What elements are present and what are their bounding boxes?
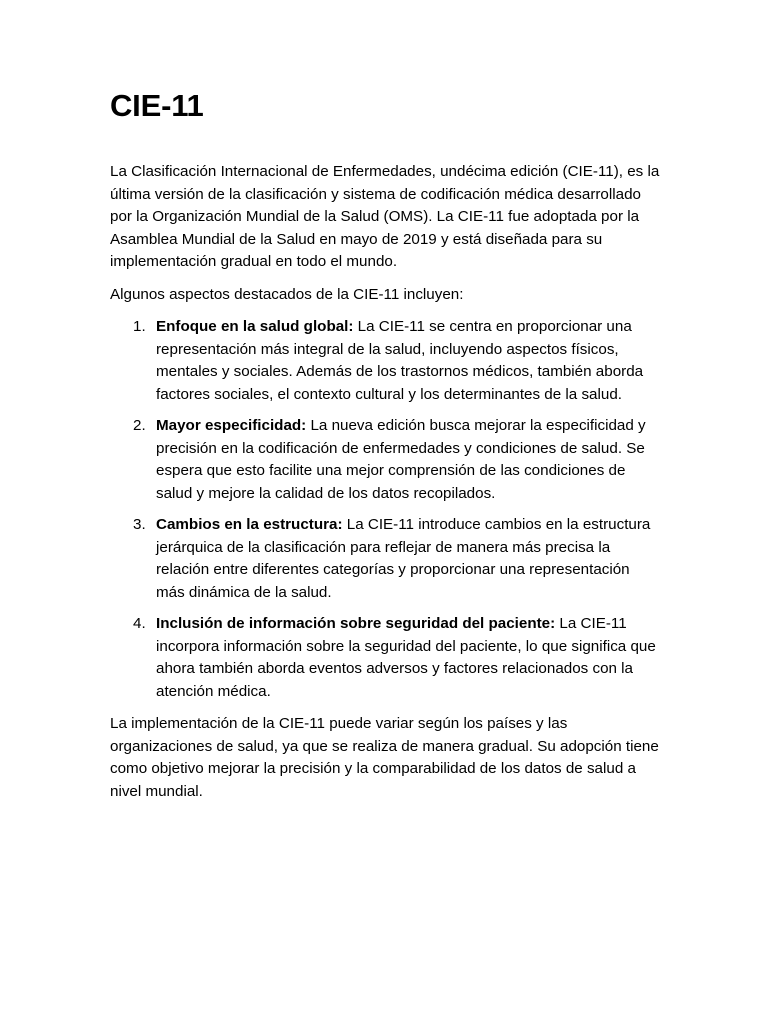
list-item: [110, 613, 662, 703]
conclusion-paragraph: La implementación de la CIE-11 puede variar según los países y las organizaciones de salud, ya que se realiza de manera gradual. Su adopción tiene como objetivo mejorar la precisión y la comparabilidad de los datos de salud a nivel mundial.: [110, 715, 659, 800]
list-item: [110, 316, 662, 406]
list-item-heading: Mayor especificidad:: [156, 417, 307, 434]
list-item: [110, 514, 662, 604]
list-item-number: 3.: [133, 516, 146, 533]
list-item-text: La CIE-11 se centra en proporcionar una representación más integral de la salud, incluyendo aspectos físicos, mentales y sociales. Además de los trastornos médicos, también aborda factores sociales, el contexto cultural y los determinantes de la salud.: [156, 318, 644, 403]
list-item-heading: Enfoque en la salud global:: [156, 318, 354, 335]
list-item-text: La nueva edición busca mejorar la especificidad y precisión en la codificación de enfermedades y condiciones de salud. Se espera que esto facilite una mejor comprensión de las condiciones de salud y mejore la calidad de los datos recopilados.: [156, 417, 646, 502]
list-item-heading: Cambios en la estructura:: [156, 516, 343, 533]
page-title: CIE-11: [110, 88, 204, 123]
list-item-text: La CIE-11 introduce cambios en la estructura jerárquica de la clasificación para reflejar de manera más precisa la relación entre diferentes categorías y proporcionar una representación más dinámica de la salud.: [156, 516, 651, 601]
list-item-number: 2.: [133, 417, 146, 434]
list-item-number: 4.: [133, 615, 146, 632]
intro-paragraph: La Clasificación Internacional de Enfermedades, undécima edición (CIE-11), es la última versión de la clasificación y sistema de codificación médica desarrollado por la Organización Mundial de la Salud (OMS). La CIE-11 fue adoptada por la Asamblea Mundial de la Salud en mayo de 2019 y está diseñada para su implementación gradual en todo el mundo.: [110, 163, 660, 270]
list-item-text: La CIE-11 incorpora información sobre la seguridad del paciente, lo que significa que ahora también aborda eventos adversos y factores relacionados con la atención médica.: [156, 615, 656, 700]
highlights-list: [110, 316, 662, 703]
list-lead-in: Algunos aspectos destacados de la CIE-11 incluyen:: [110, 285, 464, 303]
document-body: [110, 86, 662, 813]
list-item-number: 1.: [133, 318, 146, 335]
list-item-heading: Inclusión de información sobre seguridad del paciente:: [156, 615, 556, 632]
list-item: [110, 415, 662, 505]
